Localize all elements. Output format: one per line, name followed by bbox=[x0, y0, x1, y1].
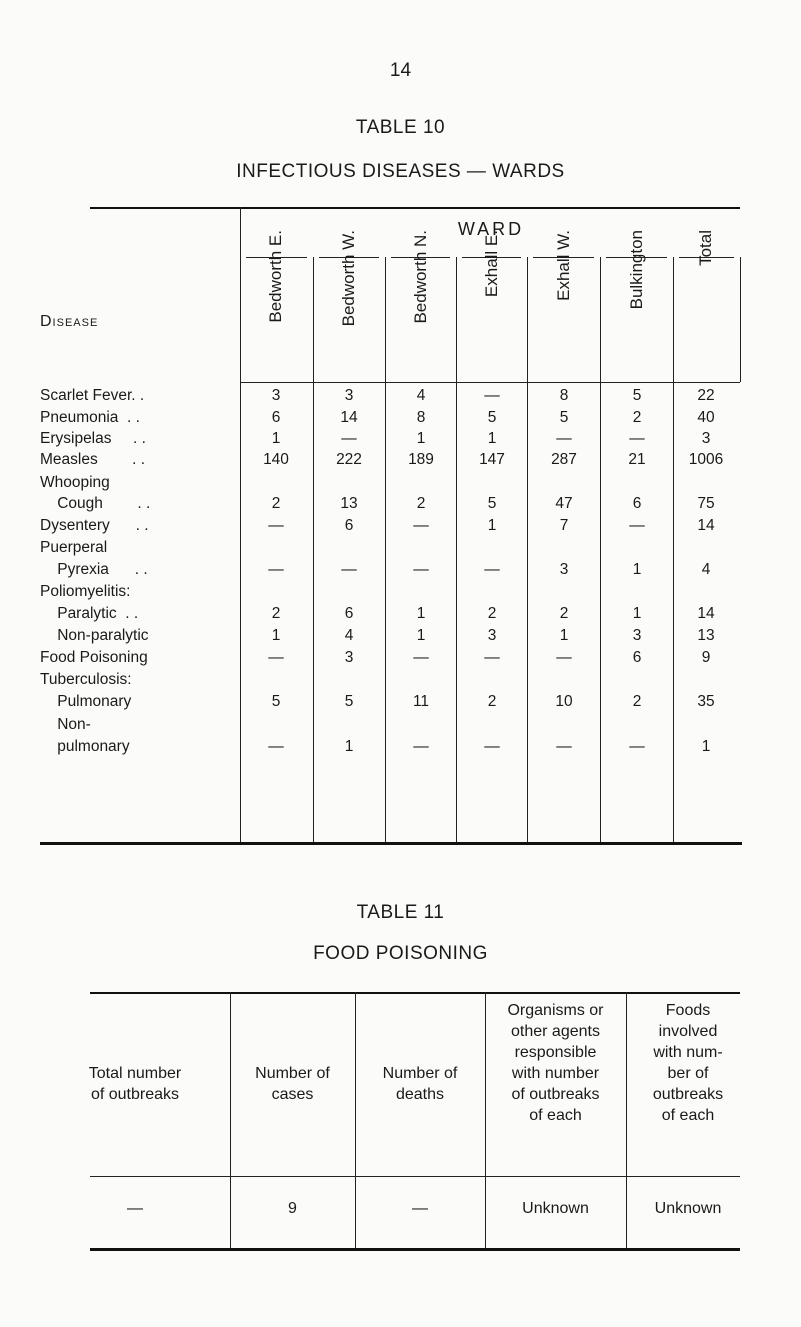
top-rule bbox=[90, 207, 740, 209]
header-line: with number bbox=[511, 1065, 600, 1082]
table-cell: 7 bbox=[559, 517, 569, 534]
table10-title: TABLE 10 bbox=[355, 117, 446, 138]
table-cell: 2 bbox=[416, 495, 426, 512]
column-divider bbox=[240, 207, 241, 842]
header-line: responsible bbox=[514, 1044, 597, 1061]
header-bottom-line bbox=[240, 382, 740, 383]
table-cell: — bbox=[484, 738, 500, 755]
table-cell: 9 bbox=[288, 1200, 297, 1217]
table-cell: — bbox=[484, 649, 500, 666]
column-header: Bedworth W. bbox=[339, 230, 358, 327]
row-label: Scarlet Fever. . bbox=[40, 387, 145, 404]
row-label: Tuberculosis: bbox=[40, 671, 132, 688]
table-cell: 1 bbox=[701, 738, 711, 755]
table-cell: 9 bbox=[701, 649, 711, 666]
table-cell: 3 bbox=[487, 627, 497, 644]
table-cell: 47 bbox=[555, 495, 573, 512]
top-rule bbox=[90, 992, 740, 994]
table-cell: 14 bbox=[697, 517, 715, 534]
row-label: Non-paralytic bbox=[40, 627, 149, 644]
table-cell: — bbox=[413, 561, 429, 578]
header-line: of outbreaks bbox=[90, 1086, 180, 1103]
header-line: Organisms or bbox=[507, 1002, 604, 1019]
table-cell: 5 bbox=[487, 409, 497, 426]
row-label: Poliomyelitis: bbox=[40, 583, 131, 600]
column-divider bbox=[673, 257, 674, 842]
row-label: Puerperal bbox=[40, 539, 108, 556]
row-label: Erysipelas . . bbox=[40, 430, 146, 447]
table-cell: 1 bbox=[416, 627, 426, 644]
table-cell: 6 bbox=[632, 649, 642, 666]
table-cell: 4 bbox=[344, 627, 354, 644]
table-cell: — bbox=[413, 738, 429, 755]
table-cell: 3 bbox=[344, 387, 354, 404]
table-cell: — bbox=[268, 517, 284, 534]
table-cell: 140 bbox=[263, 451, 289, 468]
disease-header: Disease bbox=[40, 313, 99, 330]
column-header: Total bbox=[696, 230, 715, 266]
table-cell: 6 bbox=[344, 605, 354, 622]
column-header: Exhall W. bbox=[554, 230, 573, 301]
column-header bbox=[626, 1000, 750, 1126]
column-divider bbox=[456, 257, 457, 842]
column-header: Bedworth E. bbox=[266, 230, 285, 323]
table-cell: 10 bbox=[555, 693, 573, 710]
table-cell: 8 bbox=[559, 387, 569, 404]
table-cell: 1 bbox=[487, 517, 497, 534]
table-cell: — bbox=[629, 430, 645, 447]
table-cell: — bbox=[629, 517, 645, 534]
header-line: with num- bbox=[653, 1044, 723, 1061]
row-label: Pneumonia . . bbox=[40, 409, 140, 426]
table-cell: 1 bbox=[487, 430, 497, 447]
header-line: outbreaks bbox=[652, 1086, 724, 1103]
row-label: Pyrexia . . bbox=[40, 561, 148, 578]
header-line: Number of bbox=[255, 1065, 330, 1082]
table-cell: 11 bbox=[412, 693, 430, 710]
table-cell: 2 bbox=[632, 693, 642, 710]
table-cell: 75 bbox=[697, 495, 715, 512]
table-cell: 3 bbox=[559, 561, 569, 578]
table-cell: 13 bbox=[340, 495, 358, 512]
table-cell: 2 bbox=[271, 605, 281, 622]
row-label: Whooping bbox=[40, 474, 110, 491]
table-cell: 1006 bbox=[688, 451, 724, 468]
table-cell: 4 bbox=[701, 561, 711, 578]
table-cell: — bbox=[268, 738, 284, 755]
table-cell: 6 bbox=[271, 409, 281, 426]
table-cell: 222 bbox=[336, 451, 362, 468]
table-cell: 5 bbox=[344, 693, 354, 710]
table-cell: 2 bbox=[271, 495, 281, 512]
table-cell: 1 bbox=[271, 627, 281, 644]
page-number: 14 bbox=[389, 60, 412, 81]
column-header: Bedworth N. bbox=[411, 230, 430, 324]
column-divider bbox=[527, 257, 528, 842]
table-cell: Unknown bbox=[654, 1200, 722, 1217]
row-label: Paralytic . . bbox=[40, 605, 139, 622]
table-cell: 1 bbox=[416, 430, 426, 447]
table-cell: 13 bbox=[697, 627, 715, 644]
column-divider bbox=[385, 257, 386, 842]
table-cell: 1 bbox=[632, 605, 642, 622]
header-line: of each bbox=[529, 1107, 582, 1124]
table-cell: 1 bbox=[271, 430, 281, 447]
header-line: cases bbox=[271, 1086, 314, 1103]
column-divider bbox=[313, 257, 314, 842]
table-cell: 5 bbox=[271, 693, 281, 710]
row-label: Measles . . bbox=[40, 451, 146, 468]
table-cell: 21 bbox=[628, 451, 646, 468]
header-line: ber of bbox=[667, 1065, 709, 1082]
table-cell: Unknown bbox=[522, 1200, 589, 1217]
table11-subtitle: FOOD POISONING bbox=[313, 943, 488, 964]
table-cell: 3 bbox=[632, 627, 642, 644]
table-cell: 14 bbox=[697, 605, 715, 622]
header-line: deaths bbox=[395, 1086, 445, 1103]
table-cell: 287 bbox=[551, 451, 577, 468]
table-cell: 1 bbox=[559, 627, 569, 644]
ward-label: WARD bbox=[457, 219, 525, 239]
header-line: other agents bbox=[511, 1023, 600, 1040]
row-label: Cough . . bbox=[40, 495, 151, 512]
table-cell: 6 bbox=[632, 495, 642, 512]
header-line: Number of bbox=[382, 1065, 458, 1082]
table-cell: — bbox=[413, 649, 429, 666]
table-cell: 189 bbox=[408, 451, 434, 468]
bottom-rule bbox=[90, 1248, 740, 1251]
table-cell: 40 bbox=[697, 409, 715, 426]
table-cell: 1 bbox=[632, 561, 642, 578]
table-cell: — bbox=[341, 430, 357, 447]
row-label: Pulmonary bbox=[40, 693, 132, 710]
column-divider bbox=[600, 257, 601, 842]
table11-title: TABLE 11 bbox=[356, 902, 445, 923]
header-line: involved bbox=[658, 1023, 718, 1040]
table-cell: — bbox=[341, 561, 357, 578]
table-cell: 3 bbox=[344, 649, 354, 666]
column-header bbox=[485, 1000, 626, 1126]
table-cell: — bbox=[556, 649, 572, 666]
column-header: Exhall E. bbox=[482, 230, 501, 298]
table-cell: 5 bbox=[632, 387, 642, 404]
bottom-rule bbox=[40, 842, 742, 845]
table10-subtitle: INFECTIOUS DISEASES — WARDS bbox=[236, 161, 565, 182]
header-line: of each bbox=[661, 1107, 715, 1124]
header-line: Foods bbox=[665, 1002, 711, 1019]
table-cell: — bbox=[268, 649, 284, 666]
table-cell: — bbox=[484, 561, 500, 578]
column-header: Bulkington bbox=[627, 230, 646, 310]
row-label: Non- bbox=[40, 716, 91, 733]
table-cell: 2 bbox=[559, 605, 569, 622]
column-header bbox=[355, 1063, 485, 1105]
table-cell: 5 bbox=[559, 409, 569, 426]
table-cell: 3 bbox=[271, 387, 281, 404]
header-line: of outbreaks bbox=[511, 1086, 600, 1103]
row-label: Dysentery . . bbox=[40, 517, 149, 534]
table-cell: — bbox=[629, 738, 645, 755]
table-cell: 1 bbox=[344, 738, 354, 755]
table-cell: — bbox=[556, 430, 572, 447]
header-line: Total number bbox=[88, 1065, 182, 1082]
table-cell: — bbox=[556, 738, 572, 755]
table-cell: 14 bbox=[340, 409, 358, 426]
header-bottom-line bbox=[90, 1176, 740, 1177]
table-cell: 4 bbox=[416, 387, 426, 404]
table-cell: — bbox=[412, 1200, 428, 1217]
row-label: Food Poisoning bbox=[40, 649, 148, 666]
table-cell: — bbox=[413, 517, 429, 534]
table-cell: 3 bbox=[701, 430, 711, 447]
table-cell: 2 bbox=[487, 605, 497, 622]
table-cell: 1 bbox=[416, 605, 426, 622]
table-cell: 8 bbox=[416, 409, 426, 426]
table-cell: 5 bbox=[487, 495, 497, 512]
column-header bbox=[230, 1063, 355, 1105]
row-label: pulmonary bbox=[40, 738, 130, 755]
table-cell: 2 bbox=[487, 693, 497, 710]
table-cell: — bbox=[484, 387, 500, 404]
table-cell: 35 bbox=[697, 693, 715, 710]
table-cell: — bbox=[127, 1200, 143, 1217]
table-cell: 22 bbox=[697, 387, 715, 404]
table-cell: 6 bbox=[344, 517, 354, 534]
column-divider bbox=[740, 257, 741, 382]
table-cell: 147 bbox=[479, 451, 505, 468]
table-cell: — bbox=[268, 561, 284, 578]
table-cell: 2 bbox=[632, 409, 642, 426]
column-header bbox=[40, 1063, 230, 1105]
